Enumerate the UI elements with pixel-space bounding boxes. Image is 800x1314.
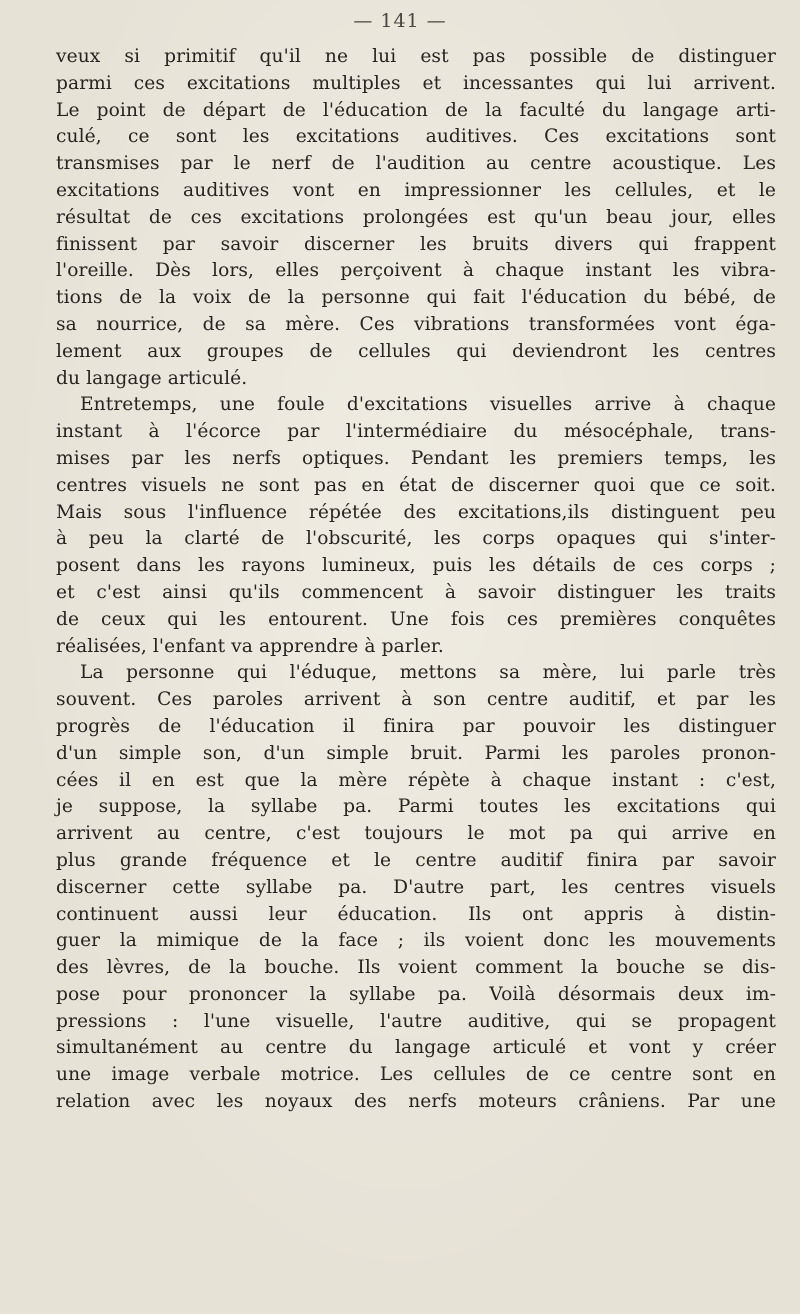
text-line: excitations auditives vont en impressionner les cellules, et le bbox=[56, 179, 776, 201]
text-line: La personne qui l'éduque, mettons sa mère, lui parle très bbox=[80, 662, 776, 684]
text-line: cées il en est que la mère répète à chaque instant : c'est, bbox=[56, 769, 776, 791]
text-line: pressions : l'une visuelle, l'autre auditive, qui se propagent bbox=[56, 1010, 776, 1032]
text-line: souvent. Ces paroles arrivent à son centre auditif, et par les bbox=[56, 689, 776, 711]
text-line: et c'est ainsi qu'ils commencent à savoir distinguer les traits bbox=[56, 581, 776, 603]
text-line: lement aux groupes de cellules qui deviendront les centres bbox=[56, 340, 776, 362]
text-line: simultanément au centre du langage articulé et vont y créer bbox=[56, 1037, 776, 1059]
text-line: de ceux qui les entourent. Une fois ces premières conquêtes bbox=[56, 608, 776, 630]
text-line: Mais sous l'influence répétée des excitations,ils distinguent peu bbox=[56, 501, 776, 523]
text-line: réalisées, l'enfant va apprendre à parler. bbox=[56, 635, 444, 657]
body-text bbox=[56, 44, 776, 1116]
text-line: culé, ce sont les excitations auditives. Ces excitations sont bbox=[56, 126, 776, 148]
text-line: Le point de départ de l'éducation de la faculté du langage arti- bbox=[56, 99, 776, 121]
text-line: l'oreille. Dès lors, elles perçoivent à chaque instant les vibra- bbox=[56, 260, 776, 282]
text-line: finissent par savoir discerner les bruits divers qui frappent bbox=[56, 233, 776, 255]
text-line: pose pour prononcer la syllabe pa. Voilà désormais deux im- bbox=[56, 983, 776, 1005]
text-line: sa nourrice, de sa mère. Ces vibrations transformées vont éga- bbox=[56, 313, 776, 335]
text-line: guer la mimique de la face ; ils voient donc les mouvements bbox=[56, 930, 776, 952]
text-line: des lèvres, de la bouche. Ils voient comment la bouche se dis- bbox=[56, 957, 776, 979]
text-line: résultat de ces excitations prolongées est qu'un beau jour, elles bbox=[56, 206, 776, 228]
text-line: instant à l'écorce par l'intermédiaire du mésocéphale, trans- bbox=[56, 421, 776, 443]
text-line: progrès de l'éducation il finira par pouvoir les distinguer bbox=[56, 715, 776, 737]
text-line: arrivent au centre, c'est toujours le mot pa qui arrive en bbox=[56, 823, 776, 845]
text-line: plus grande fréquence et le centre auditif finira par savoir bbox=[56, 849, 776, 871]
text-line: parmi ces excitations multiples et incessantes qui lui arrivent. bbox=[56, 72, 776, 94]
text-line: discerner cette syllabe pa. D'autre part, les centres visuels bbox=[56, 876, 776, 898]
text-line: d'un simple son, d'un simple bruit. Parmi les paroles pronon- bbox=[56, 742, 776, 764]
text-line: mises par les nerfs optiques. Pendant les premiers temps, les bbox=[56, 447, 776, 469]
page-number: — 141 — bbox=[353, 10, 447, 32]
text-line: continuent aussi leur éducation. Ils ont appris à distin- bbox=[56, 903, 776, 925]
text-line: relation avec les noyaux des nerfs moteurs crâniens. Par une bbox=[56, 1091, 776, 1113]
text-line: une image verbale motrice. Les cellules de ce centre sont en bbox=[56, 1064, 776, 1086]
text-line: centres visuels ne sont pas en état de discerner quoi que ce soit. bbox=[56, 474, 776, 496]
text-line: du langage articulé. bbox=[56, 367, 248, 389]
text-line: veux si primitif qu'il ne lui est pas possible de distinguer bbox=[56, 46, 776, 67]
text-line: transmises par le nerf de l'audition au centre acoustique. Les bbox=[56, 153, 776, 175]
text-line: je suppose, la syllabe pa. Parmi toutes les excitations qui bbox=[56, 796, 776, 818]
text-line: posent dans les rayons lumineux, puis les détails de ces corps ; bbox=[56, 555, 776, 577]
text-line: Entretemps, une foule d'excitations visuelles arrive à chaque bbox=[80, 394, 776, 416]
text-line: tions de la voix de la personne qui fait l'éducation du bébé, de bbox=[56, 287, 776, 309]
text-line: à peu la clarté de l'obscurité, les corps opaques qui s'inter- bbox=[56, 528, 776, 550]
